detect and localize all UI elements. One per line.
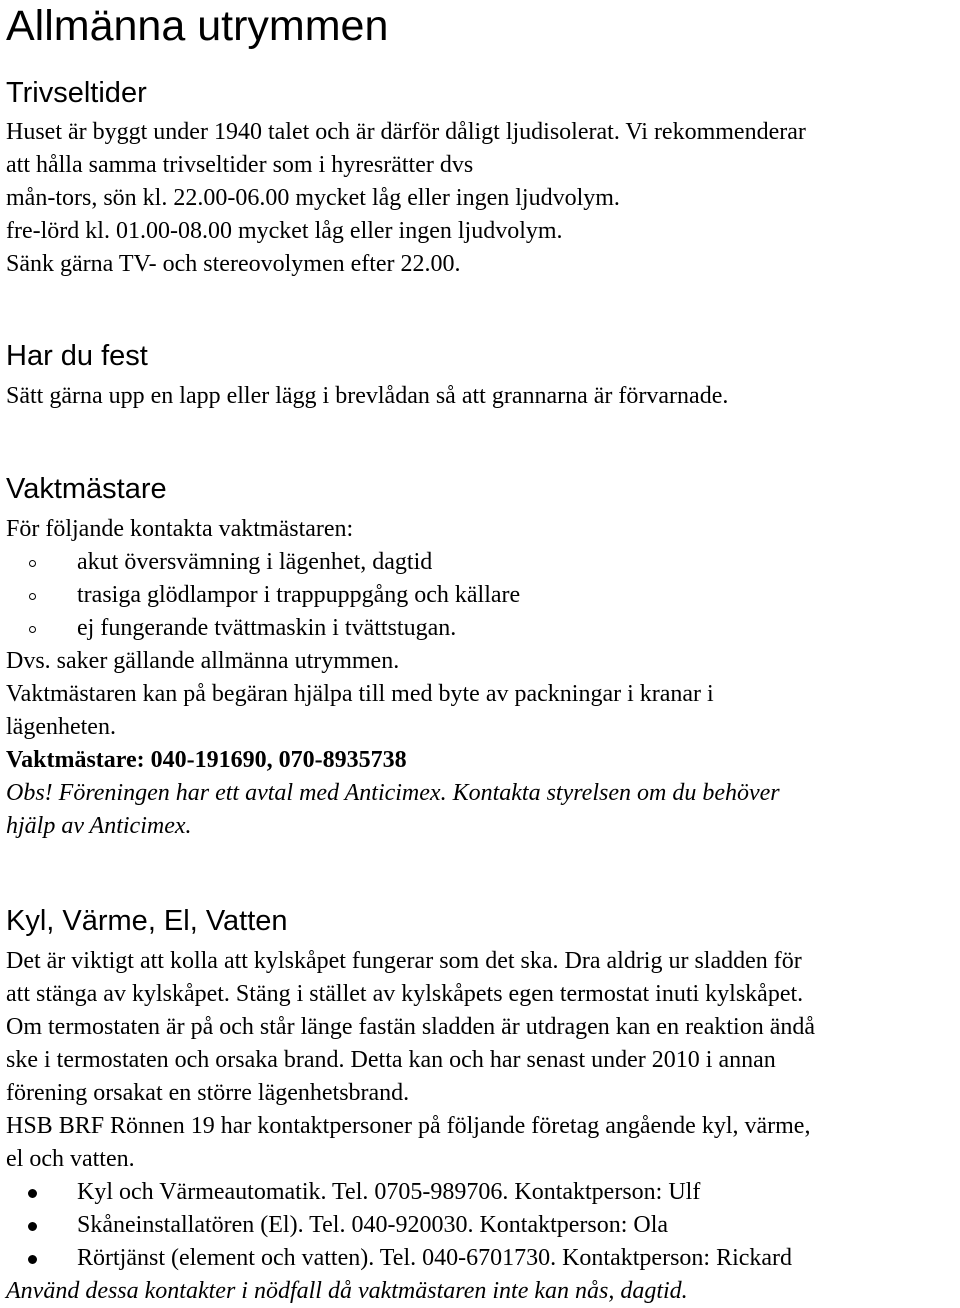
- vaktmastare-phone: Vaktmästare: 040-191690, 070-8935738: [6, 747, 407, 773]
- list-item: [6, 1242, 960, 1275]
- heading-har-du-fest: Har du fest: [6, 340, 148, 372]
- kyl-line: att stänga av kylskåpet. Stäng i stället av kylskåpets egen termostat inuti kylskåpet.: [6, 981, 804, 1007]
- vaktmastare-help-line: Vaktmästaren kan på begäran hjälpa till med byte av packningar i kranar i: [6, 681, 714, 707]
- bullet-icon: [28, 1189, 37, 1198]
- page-title: Allmänna utrymmen: [6, 2, 389, 50]
- kyl-line: Om termostaten är på och står länge fastän sladden är utdragen kan en reaktion ändå: [6, 1014, 816, 1040]
- bullet-icon: [29, 560, 36, 567]
- trivseltider-line: fre-lörd kl. 01.00-08.00 mycket låg eller ingen ljudvolym.: [6, 218, 563, 244]
- vaktmastare-help-line: lägenheten.: [6, 714, 116, 740]
- kyl-line: Det är viktigt att kolla att kylskåpet fungerar som det ska. Dra aldrig ur sladden för: [6, 948, 802, 974]
- trivseltider-line: att hålla samma trivseltider som i hyresrätter dvs: [6, 152, 474, 178]
- heading-vaktmastare: Vaktmästare: [6, 473, 167, 505]
- heading-kyl-varme-el-vatten: Kyl, Värme, El, Vatten: [6, 905, 288, 937]
- contact-text: Kyl och Värmeautomatik. Tel. 0705-989706. Kontaktperson: Ulf: [77, 1179, 701, 1205]
- trivseltider-line: mån-tors, sön kl. 22.00-06.00 mycket låg eller ingen ljudvolym.: [6, 185, 620, 211]
- vaktmastare-dvs: Dvs. saker gällande allmänna utrymmen.: [6, 648, 400, 674]
- bullet-icon: [29, 593, 36, 600]
- list-item: [6, 1176, 960, 1209]
- kyl-line: HSB BRF Rönnen 19 har kontaktpersoner på följande företag angående kyl, värme,: [6, 1113, 811, 1139]
- contact-text: Skåneinstallatören (El). Tel. 040-920030. Kontaktperson: Ola: [77, 1212, 669, 1238]
- trivseltider-line: Sänk gärna TV- och stereovolymen efter 22.00.: [6, 251, 461, 277]
- list-item: [6, 1209, 960, 1242]
- bullet-icon: [29, 626, 36, 633]
- vaktmastare-list: [6, 546, 956, 645]
- fest-text: Sätt gärna upp en lapp eller lägg i brevlådan så att grannarna är förvarnade.: [6, 383, 729, 409]
- kyl-line: förening orsakat en större lägenhetsbrand.: [6, 1080, 410, 1106]
- vaktmastare-body: [6, 513, 956, 843]
- kyl-body: [6, 945, 960, 1308]
- kyl-line: el och vatten.: [6, 1146, 135, 1172]
- list-item-text: ej fungerande tvättmaskin i tvättstugan.: [77, 615, 457, 641]
- anticimex-note: hjälp av Anticimex.: [6, 813, 192, 839]
- kyl-line: ske i termostaten och orsaka brand. Detta kan och har senast under 2010 i annan: [6, 1047, 776, 1073]
- fest-body: [6, 380, 728, 413]
- trivseltider-body: [6, 116, 806, 281]
- bullet-icon: [28, 1222, 37, 1231]
- anticimex-note: Obs! Föreningen har ett avtal med Anticimex. Kontakta styrelsen om du behöver: [6, 780, 780, 806]
- trivseltider-line: Huset är byggt under 1940 talet och är därför dåligt ljudisolerat. Vi rekommenderar: [6, 119, 806, 145]
- list-item-text: akut översvämning i lägenhet, dagtid: [77, 549, 433, 575]
- vaktmastare-intro: För följande kontakta vaktmästaren:: [6, 516, 354, 542]
- list-item-text: trasiga glödlampor i trappuppgång och källare: [77, 582, 521, 608]
- list-item: [6, 546, 956, 579]
- bullet-icon: [28, 1255, 37, 1264]
- list-item: [6, 612, 956, 645]
- emergency-note: Använd dessa kontakter i nödfall då vaktmästaren inte kan nås, dagtid.: [6, 1278, 688, 1304]
- contacts-list: [6, 1176, 960, 1275]
- heading-trivseltider: Trivseltider: [6, 77, 147, 109]
- list-item: [6, 579, 956, 612]
- contact-text: Rörtjänst (element och vatten). Tel. 040-6701730. Kontaktperson: Rickard: [77, 1245, 793, 1271]
